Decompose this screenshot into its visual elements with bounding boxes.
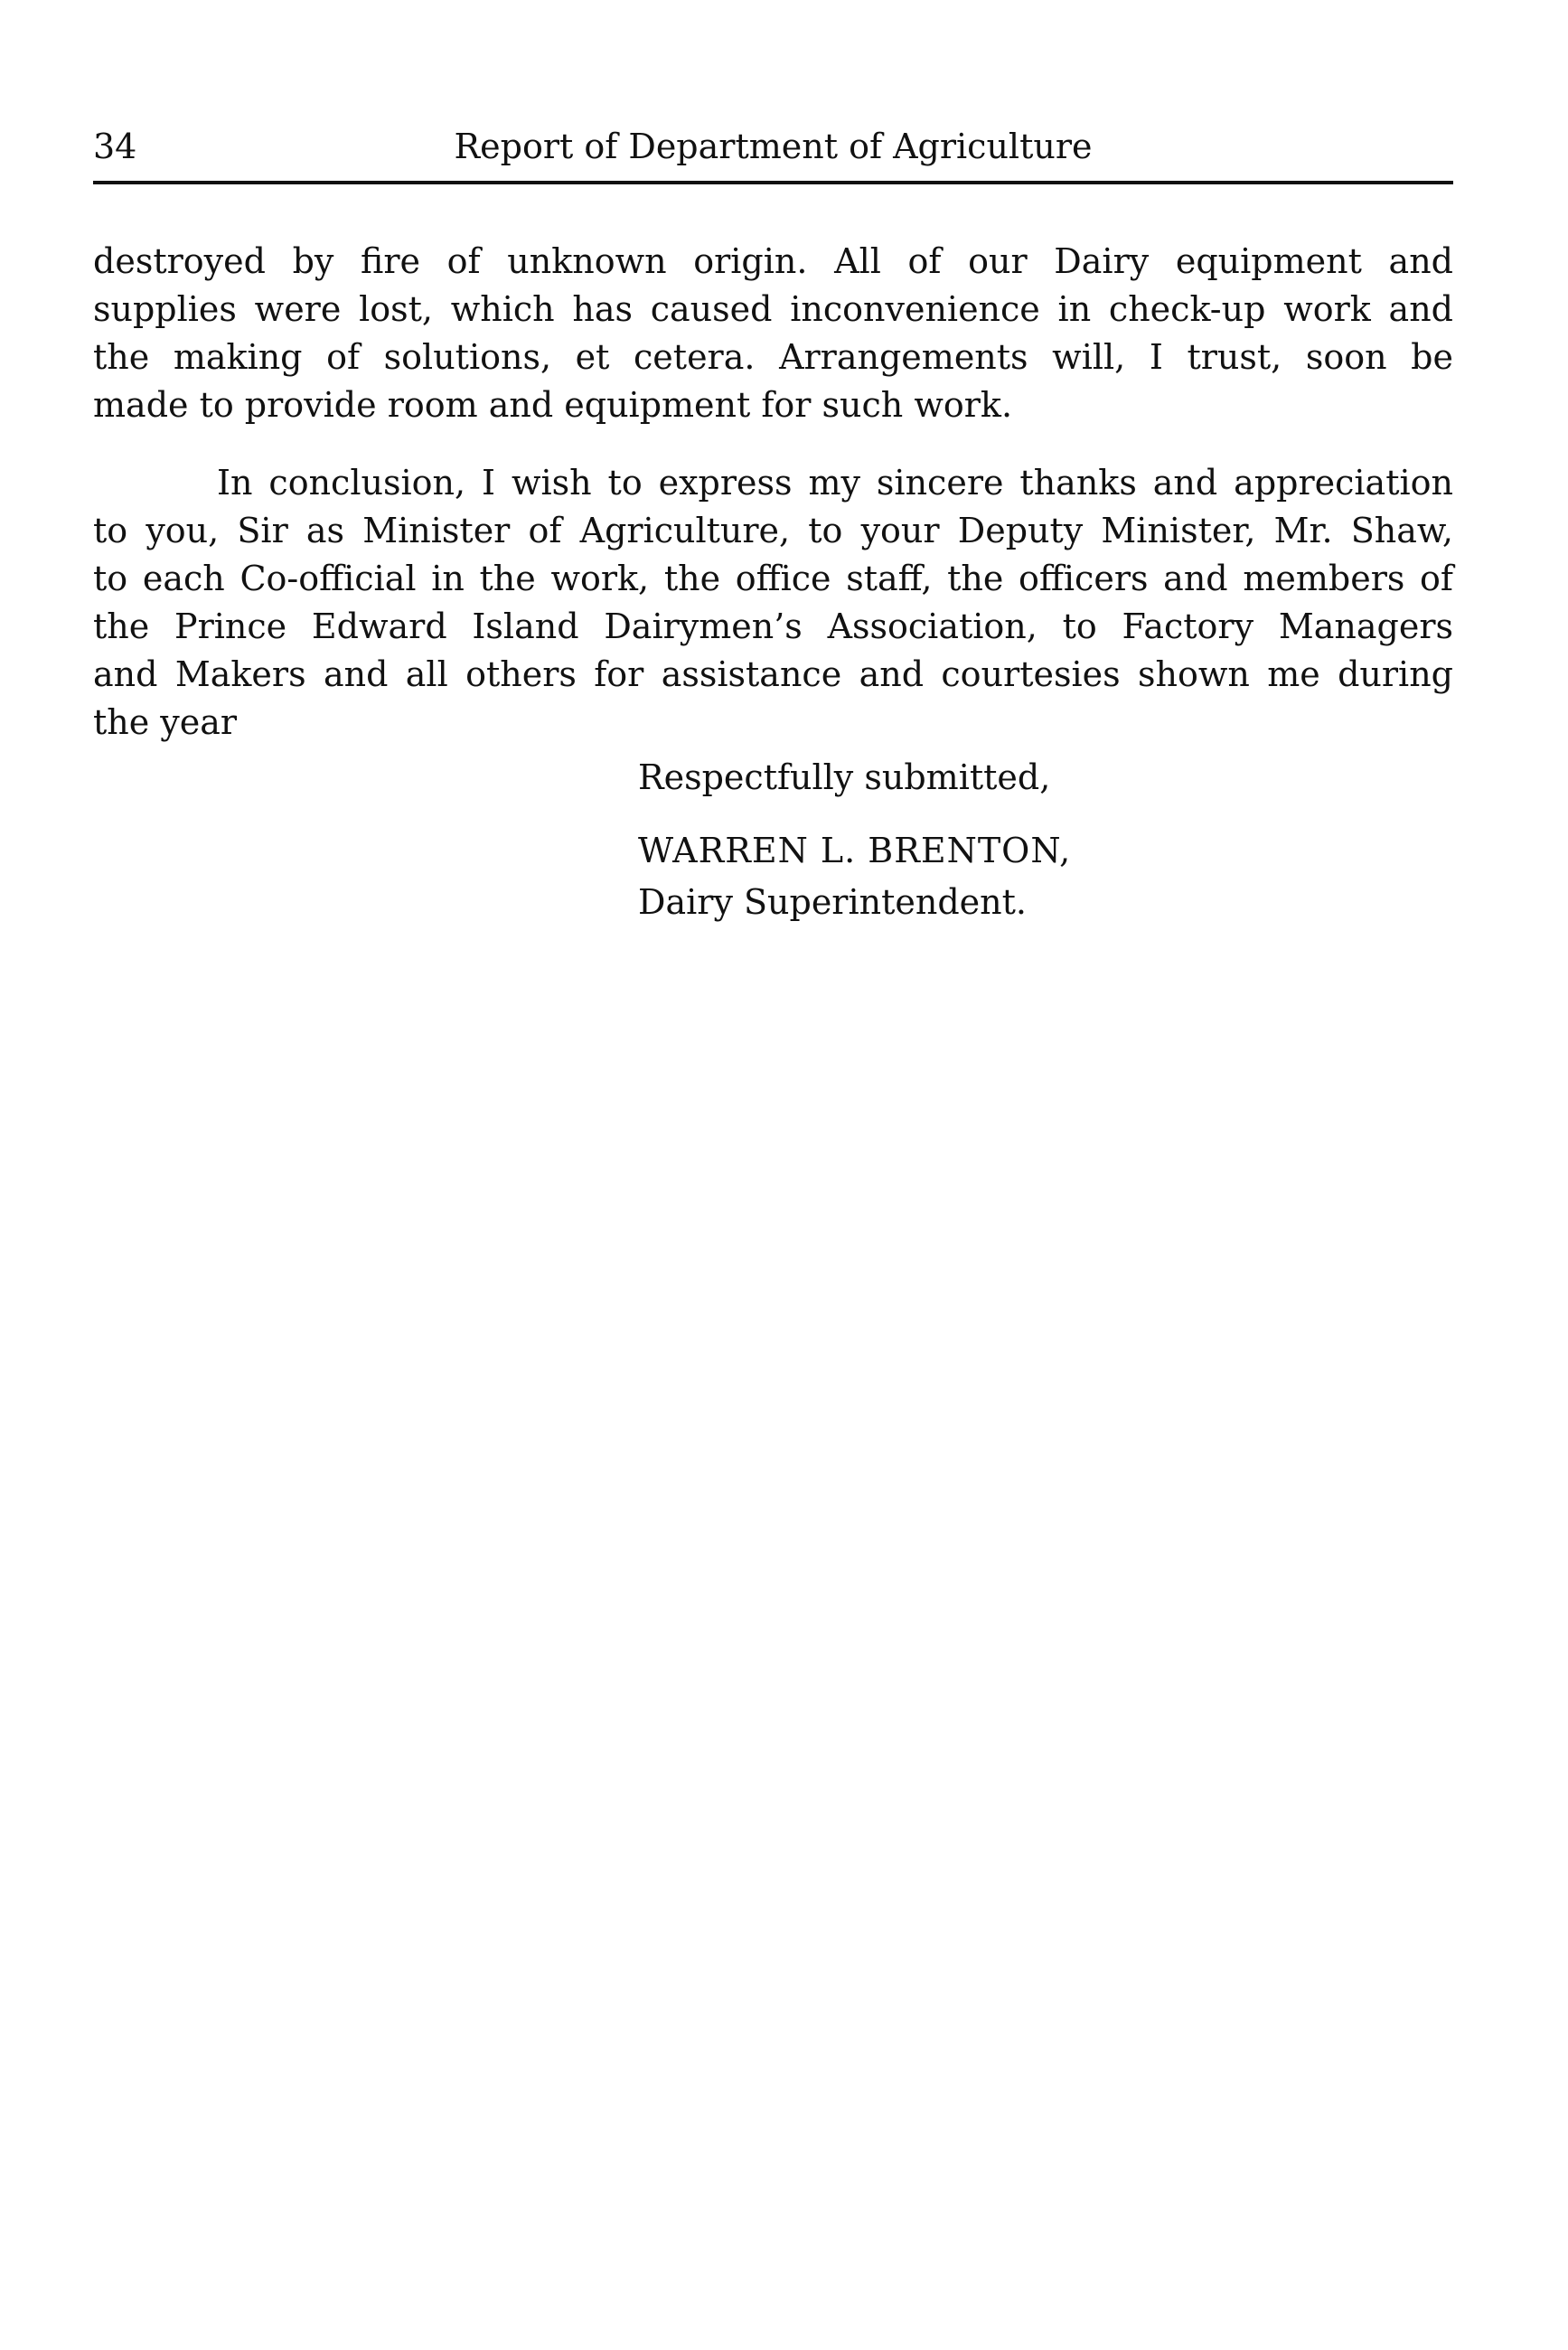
body-paragraph-1	[93, 238, 1453, 429]
signature-title: Dairy Superintendent.	[638, 882, 1027, 922]
paragraph-line: and Makers and all others for assistance and courtesies shown me during	[93, 654, 1453, 694]
paragraph-line: made to provide room and equipment for such work.	[93, 385, 1013, 425]
paragraph-line: the Prince Edward Island Dairymen’s Association, to Factory Managers	[93, 606, 1453, 646]
running-title: Report of Department of Agriculture	[454, 127, 1093, 166]
paragraph-line: the year	[93, 702, 238, 742]
body-paragraph-2	[93, 459, 1453, 747]
paragraph-line: destroyed by fire of unknown origin. All of our Dairy equipment and	[93, 241, 1453, 281]
paragraph-line: the making of solutions, et cetera. Arrangements will, I trust, soon be	[93, 337, 1453, 377]
paragraph-line: to each Co-official in the work, the office staff, the officers and members of	[93, 559, 1453, 598]
signature-name: WARREN L. BRENTON,	[638, 831, 1072, 870]
paragraph-line: to you, Sir as Minister of Agriculture, to your Deputy Minister, Mr. Shaw,	[93, 511, 1453, 550]
page-number: 34	[93, 127, 137, 166]
paragraph-line: In conclusion, I wish to express my sincere thanks and appreciation	[217, 463, 1453, 503]
sign-off: Respectfully submitted,	[638, 757, 1051, 797]
paragraph-line: supplies were lost, which has caused inconvenience in check-up work and	[93, 289, 1453, 329]
page-header	[93, 125, 1453, 184]
